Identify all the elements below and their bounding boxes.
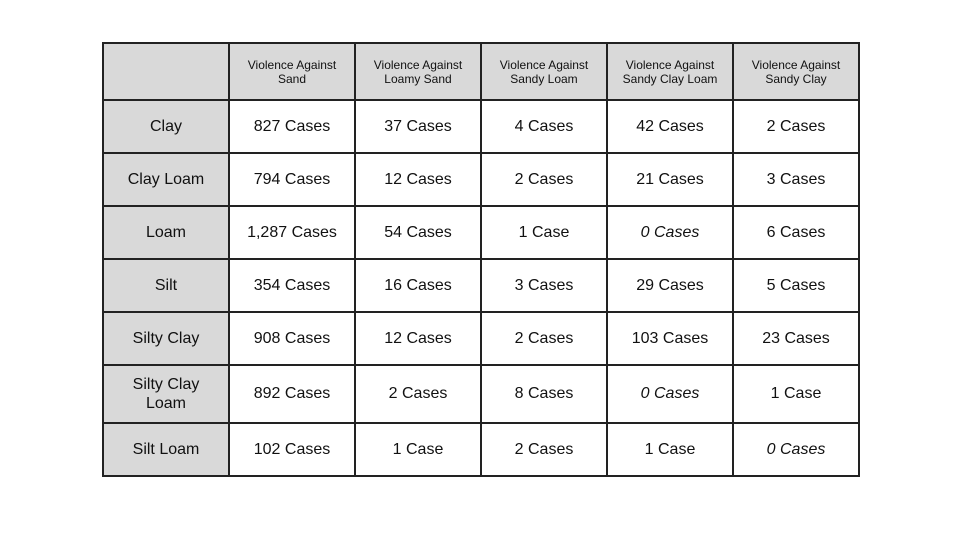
table-cell: 0 Cases bbox=[733, 423, 859, 476]
table-row bbox=[103, 259, 859, 312]
table-cell: 54 Cases bbox=[355, 206, 481, 259]
column-header: Violence Against Sandy Clay Loam bbox=[607, 43, 733, 100]
table-cell: 1,287 Cases bbox=[229, 206, 355, 259]
table-cell: 1 Case bbox=[733, 365, 859, 423]
row-header: Loam bbox=[103, 206, 229, 259]
header-row bbox=[103, 43, 859, 100]
row-header: Clay bbox=[103, 100, 229, 153]
table-cell: 1 Case bbox=[481, 206, 607, 259]
table-cell: 1 Case bbox=[355, 423, 481, 476]
table-cell: 2 Cases bbox=[481, 423, 607, 476]
column-header: Violence Against Sandy Clay bbox=[733, 43, 859, 100]
table-cell: 4 Cases bbox=[481, 100, 607, 153]
table-row bbox=[103, 153, 859, 206]
table-cell: 8 Cases bbox=[481, 365, 607, 423]
table-cell: 5 Cases bbox=[733, 259, 859, 312]
table-cell: 2 Cases bbox=[481, 153, 607, 206]
table-cell: 29 Cases bbox=[607, 259, 733, 312]
table-cell: 12 Cases bbox=[355, 312, 481, 365]
row-header: Silty Clay Loam bbox=[103, 365, 229, 423]
row-header: Silt Loam bbox=[103, 423, 229, 476]
table-cell: 2 Cases bbox=[355, 365, 481, 423]
table-row bbox=[103, 423, 859, 476]
row-header: Silty Clay bbox=[103, 312, 229, 365]
table-cell: 1 Case bbox=[607, 423, 733, 476]
row-header: Silt bbox=[103, 259, 229, 312]
table-cell: 12 Cases bbox=[355, 153, 481, 206]
table-cell: 2 Cases bbox=[733, 100, 859, 153]
table-cell: 0 Cases bbox=[607, 365, 733, 423]
table-cell: 2 Cases bbox=[481, 312, 607, 365]
table-row bbox=[103, 100, 859, 153]
cases-table bbox=[102, 42, 860, 477]
table-cell: 16 Cases bbox=[355, 259, 481, 312]
table-row bbox=[103, 206, 859, 259]
table-cell: 6 Cases bbox=[733, 206, 859, 259]
table-cell: 794 Cases bbox=[229, 153, 355, 206]
cases-table-body bbox=[103, 43, 859, 476]
table-cell: 103 Cases bbox=[607, 312, 733, 365]
table-cell: 23 Cases bbox=[733, 312, 859, 365]
corner-cell bbox=[103, 43, 229, 100]
table-row bbox=[103, 365, 859, 423]
table-cell: 3 Cases bbox=[481, 259, 607, 312]
table-row bbox=[103, 312, 859, 365]
table-cell: 21 Cases bbox=[607, 153, 733, 206]
column-header: Violence Against Sandy Loam bbox=[481, 43, 607, 100]
table-cell: 3 Cases bbox=[733, 153, 859, 206]
column-header: Violence Against Sand bbox=[229, 43, 355, 100]
table-cell: 892 Cases bbox=[229, 365, 355, 423]
table-cell: 354 Cases bbox=[229, 259, 355, 312]
table-cell: 37 Cases bbox=[355, 100, 481, 153]
column-header: Violence Against Loamy Sand bbox=[355, 43, 481, 100]
table-cell: 42 Cases bbox=[607, 100, 733, 153]
table-cell: 0 Cases bbox=[607, 206, 733, 259]
table-cell: 102 Cases bbox=[229, 423, 355, 476]
table-cell: 908 Cases bbox=[229, 312, 355, 365]
table-cell: 827 Cases bbox=[229, 100, 355, 153]
row-header: Clay Loam bbox=[103, 153, 229, 206]
